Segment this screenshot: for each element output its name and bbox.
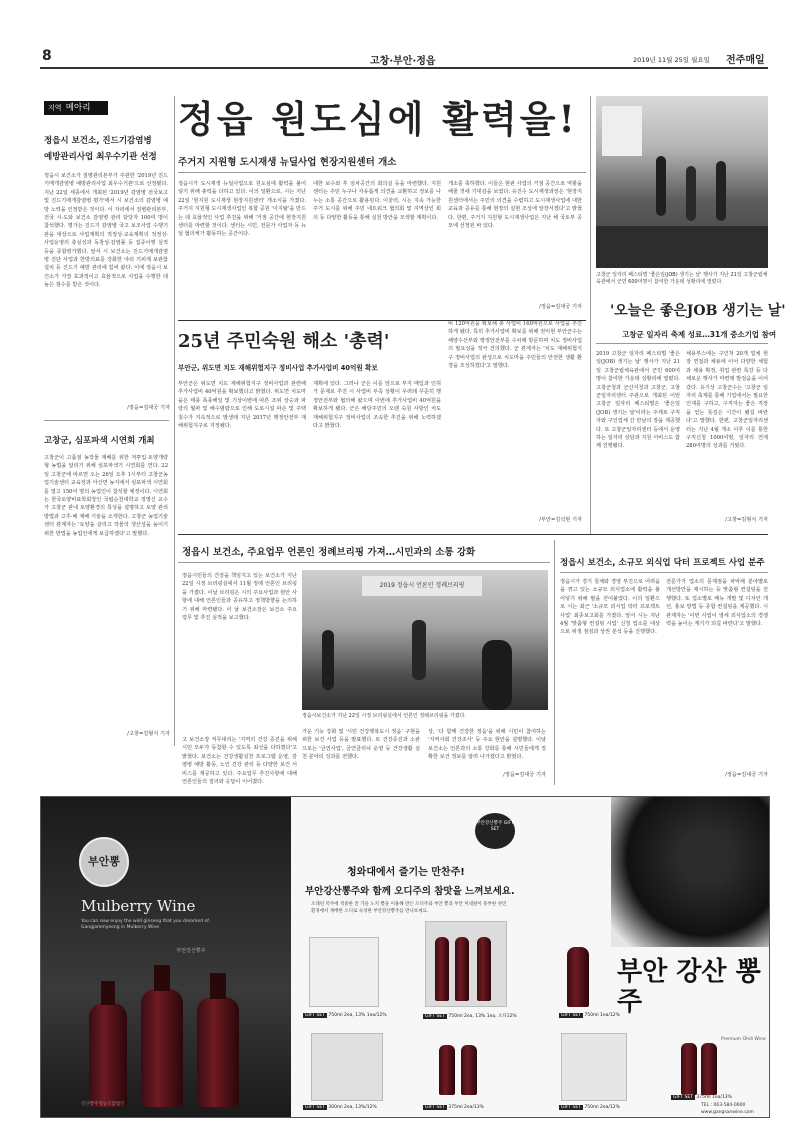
ad-grapes-photo [611,797,769,947]
gift-set-tag-1: GIFT SET [305,1013,325,1018]
sidebar-headline-1: 정읍시 보건소, 진드기감염병 [44,136,152,146]
gift-label-5 [423,1105,484,1110]
doctor-byline: /정읍=김대궁 기자 [725,772,768,778]
ad-tagline: You can now enjoy the wild ginseng that you dreamed of. Gangjammyeong in Mulberry Wine [81,919,210,930]
resident-subhead: 부안군, 위도면 치도 재해위험지구 정비사업 추가사업비 40억원 확보 [178,364,378,372]
ad-badge: 부안강산뽕주 GIFT SET [475,813,515,849]
doctor-col-2: 전문가가 업소의 문제점을 파악해 분야별로 개선방안을 제시하는 등 맞춤형 컨설팅을 진행했다. 또 업소별로 메뉴 개발 및 디자인 개선, 홍보 방법 등 종합 컨설팅을 제공했다. 시 관계자는 '이번 사업이 영세 외식업소의 경쟁력을 높이는 계기가 되길 바란다'고 말했다. [666,579,768,628]
briefing-col-2: 고 보건소장 직무대리는 '지역의 건강 증진을 위해 시민 모두가 동참할 수 있도록 최선을 다하겠다'고 밝혔다. 보건소는 건강생활실천 프로그램 운영, 감염병 예방 활동, 노인 건강 관리 등 다양한 보건 서비스를 제공하고 있다. 주요업무 추진사항에 대해 언론인들의 질의와 응답이 이어졌다. [182,737,297,786]
ad-brand-en: Mulberry Wine [81,897,196,915]
sidebar-body-2: 고창군이 고품질 농작물 재배를 위한 저투입·토양개량형 농법을 알리기 위해 심포파색기 시연회를 연다. 22일 고창군에 따르면 오는 26일 오후 1시부터 고창군농업기술센터 교육장과 아산면 농지에서 심포파색 시연회를 열고 150여 명의 농업인이 참석할 예정이다. 시연회는 한국토양비료학회장인 국립순천대학교 정명신 교수가 고창군 관내 토양환경의 특성을 설명하고 토양 관리 방법과 고추·배 재배 기술을 소개한다. 고창군 농업기술센터 관계자는 '토양을 살리고 작물의 생산성을 높이기 위한 방법을 농업인에게 보급하겠다'고 말했다. [44,455,168,537]
gift-label-7 [671,1095,732,1100]
job-col-1: 2019 고창군 일자리 페스티벌 '좋은일(JOB) 생기는 날' 행사가 지난 21일 고창군립체육관에서 군민 600여명이 참여한 가운데 성황리에 열렸다. 고창군청과 군산지청과 고창군, 고창군일자리센터 주관으로 개최된 이번 고창군 일자리 페스티벌은 '좋은일(JOB) 생기는 날'이라는 주제로 구직자와 구인업체 간 만남의 장을 제공했다. 또 고창군일자리센터 등에서 운영하는 일자리 상담과 지원 서비스도 함께 진행됐다. [596,351,680,450]
ad-headline: 청와대에서 즐기는 만찬주! [347,867,465,878]
briefing-col-4: 상, '다 함께 건강한 정읍'을 위해 시민이 참여하는 '지역사회 건강조사' 등 주요 현안을 설명했다. 이날 보건소는 언론과의 소통 강화를 통해 시민들에게 정확한 보건 정보를 알려 나가겠다고 밝혔다. [428,729,546,761]
ad-phone: TEL : 063-584-0600 [701,1103,746,1108]
gift-set-tag-3: GIFT SET [561,1013,581,1018]
ad-brand-korean: 부안뽕 [88,855,120,868]
sidebar-byline-2: /고창=김형식 기자 [127,731,170,737]
gift-spec-7: 375ml 1ea/13% [696,1095,732,1100]
festival-photo [596,96,768,268]
gift-spec-1: 750ml 2ea, 13% 1ea/12% [328,1013,387,1018]
gift-label-4 [303,1105,377,1110]
job-col-2: 채용부스에는 구인처 20개 업체 현장 면접과 채용에 이어 다양한 체험과 채용 확정, 취업 관련 특강 등 다채로운 행사가 마련돼 발걸음을 이어갔다. 유기상 고창군수는 '고창군 일자리 축제를 통해 기업에서는 필요한 인재를 구하고, 구직자는 좋은 직장을 얻는 뜻깊은 시간이 됐길 바란다'고 말했다. 한편, 고창군일자리센터는 지난 4월 개소 이후 이를 통한 구직신청 1000여명, 일자리 연계 280여명의 성과를 거뒀다. [686,351,768,450]
resident-col-3: 비 120억원을 확보해 총 사업비 160억원으로 사업을 추진하게 됐다. 특히 추가사업비 확보를 위해 권익현 부안군수는 해양수산부와 행정안전부를 수차례 방문하며 치도 정비사업의 필요성을 적극 건의했다. 군 관계자는 '치도 재해위험지구 정비사업의 완성으로 치도마을 주민들의 안전한 생활 환경을 조성하겠다'고 말했다. [448,321,582,370]
main-col-1: 정읍시가 도시재생 뉴딜사업으로 원도심에 활력을 불어넣기 위해 총력을 다하고 있다. 이의 일환으로, 시는 지난 22일 '현지원 도시재생 현장지원센터' 개소식을 가졌다. 주거지 지원형 도시재생사업인 복합 공원 '이지탈'을 만드는 데 효율적인 사업 추진을 위해 '거점 공간에 현장지원센터를 마련할 것이다. 센터는 시민, 전문가 사업자 등 뉴딜 협의체가 활동하는 공간이다. [178,181,306,238]
gift-set-tag-4: GIFT SET [305,1105,325,1110]
sidebar-byline-1: /정읍=김대궁 기자 [127,405,170,411]
gift-set-tag-5: GIFT SET [425,1105,445,1110]
main-col-2: 대한 보수와 후 임차공간의 회의실 등을 마련했다. 지원센터는 주민 누구나 자유롭게 의견을 교환하고 정보를 나누는 소통 공간으로 활용된다. 이울러, 시는 지속 가능한 주거 도시를 위해 주민 네트워크 협의회 및 지역상인 회의 등 다양한 활동을 통해 실천 방안을 모색할 계획이다. [313,181,441,221]
briefing-photo [302,570,548,710]
briefing-banner: 2019 정읍시 언론인 정례브리핑 [362,576,482,596]
festival-photo-caption: 고창군 일자리 페스티벌 '좋은일(JOB) 생기는 날' 행사가 지난 21일 고창군립체육관에서 군민 600여명이 참여한 가운데 성황리에 열렸다. [596,272,768,285]
sidebar-headline-3: 고창군, 심포파색 시연회 개최 [44,436,155,446]
gift-label-6 [559,1105,620,1110]
job-subhead: 고창군 일자리 축제 성료…31개 중소기업 참여 [622,330,777,339]
ad-subheadline: 부안강산뽕주와 함께 오디주의 참맛을 느껴보세요. [305,886,515,897]
gift-set-tag-2: GIFT SET [425,1014,445,1019]
main-col-3: 개소를 축하했다. 이들은 현판 사업의 거점 공간으로 역할을 해줄 것에 기대감을 보였다. 유진수 도시재생과장은 '현장지원센터에서는 주민의 의견을 수렴하고 도시재생사업에 대한 교육과 공유를 통해 현장의 실현 조성에 앞장서겠다'고 밝혔다. 한편, 주거지 지원형 도시재생사업은 지난 해 국토부 공모에 선정된 바 있다. [448,181,582,230]
resident-headline: 25년 주민숙원 해소 '총력' [178,331,390,352]
gift-label-3 [559,1013,620,1018]
briefing-headline: 정읍시 보건소, 주요업무 언론인 정례브리핑 가져…시민과의 소통 강화 [182,547,476,558]
region-tag-title: 메아리 [65,103,91,113]
ad-logo-word: 부안 강산 뽕주 [617,957,761,1017]
briefing-byline: /정읍=김대궁 기자 [503,772,546,778]
resident-col-2: 계획에 있다. 그러나 군은 이를 앞으로 부지 매입과 인허가 문제로 추진 시 사업비 부족 상황이 우려돼 꾸준히 행정안전부와 협의해 왔으며 이번에 추가사업비 40억원을 확보하게 됐다. 군은 해당주민의 오랜 숙원 사항인 치도 재해위험지구 정비사업의 조속한 추진을 위해 노력하겠다고 밝혔다. [313,381,441,430]
gift-label-2 [423,1013,517,1019]
gift-spec-4: 300ml 2ea, 13%/12% [328,1105,377,1110]
gift-box-1 [309,937,379,1007]
main-headline: 정읍 원도심에 활력을! [178,97,578,141]
region-tag-prefix: 지역 [48,104,62,112]
ad-logo-sub: Premium Ohdi Wine [721,1037,766,1042]
sidebar-body-1: 정읍시 보건소가 질병관리본부가 주관한 '2019년 진드기매개감염병 예방관리사업 최우수기관'으로 선정됐다. 지난 22일 세종에서 개최된 '2019년 감염병 전국보고 및 진드기매개감염병 평가'에서 시 보건소의 감염병 예방 노력을 인정받은 것이다. 이 자리에서 질병관리본부, 전국 시·도와 보건소 감염병 관리 담당자 100여 명이 참석했다. 평가는 진드기 감염병 국고 보조사업 수행기관을 대상으로 사업계획의 적정성·교육계획의 적정성·사업운영의 충실성과 독창성·감염률 등 집중이행 실적 등을 종합평가했다. 앞서 시 보건소는 진드기매개감염병 진단 사업과 한방의료를 강화한 야외 기피제 보관함 설치 등 진드기 예방 관리에 힘써 왔다. 이에 정읍시 보건소가 가장 효과적이고 효율적으로 사업을 수행한 데 높은 점수를 받은 것이다. [44,173,168,289]
job-byline: /고창=김형식 기자 [725,517,768,523]
gift-box-4 [311,1033,383,1101]
briefing-col-1: 정읍시민들의 건강을 책임지고 있는 보건소가 지난 22일 시정 브리핑실에서 11월 정례 언론인 브리핑을 가졌다. 이날 브리핑은 시의 주요사업과 현안 사항에 대해 언론인들과 공유하고 정책방향을 논의하기 위해 마련됐다. 이 날 보건소장은 보건소 주요 업무 및 추진 실적을 보고했다. [182,573,297,622]
resident-col-1: 부안군은 위도면 치도 재해위험지구 정비사업과 관련해 추가사업비 40억원을 확보했다고 밝혔다. 위도면 치도마을은 태풍 폭풍해일 및 기상이변에 따른 조위 상승과 파랑의 월파 및 해수범람으로 인해 도로시설 파손 및 주택침수가 지속적으로 발생돼 지난 2017년 행정안전부 재해위험지구로 지정됐다. [178,381,306,430]
main-byline: /정읍=김대궁 기자 [539,304,582,310]
main-subhead: 주거지 지원형 도시재생 뉴딜사업 현장지원센터 개소 [178,157,397,168]
briefing-photo-caption: 정읍시보건소가 지난 22일 시정 브리핑실에서 언론인 정례브리핑을 가졌다. [302,713,466,719]
page-number: 8 [42,48,52,64]
region-tag [44,101,108,115]
gift-label-1 [303,1013,387,1018]
ad-left-panel [41,797,291,1117]
ad-website: www.gangsanwine.com [701,1110,754,1115]
job-headline: '오늘은 좋은JOB 생기는 날' [610,303,786,319]
resident-byline: /부안=김석현 기자 [539,517,582,523]
ad-brand-circle [79,837,129,887]
ad-description: 오래된 역주에 적중한 꿀 가을 노지 뽕을 이용해 만든 오디주와 부안 뽕과 부안 미네랄이 풍부한 천연 환경에서 재배한 오디로 숙성한 부안강산뽕주를 만나보세요. [311,902,507,914]
doctor-col-1: 정읍시가 경기 침체와 경영 부진으로 어려움을 겪고 있는 소규모 외식업소에 활력을 불어넣기 위해 팔을 걷어붙였다. 이의 일환으로 시는 최근 '소규모 외식업 닥터 프로젝트 사업' 최종보고회를 가졌다. 앞서 시는 지난 4월 '맞춤형 컨설팅 사업' 신청 업소를 대상으로 위생 점검과 상권 분석 등을 진행했다. [560,579,660,636]
gift-spec-2: 750ml 2ea, 13% 1ea, 오디12% [448,1014,517,1019]
gift-spec-3: 750ml 1ea/12% [584,1013,620,1018]
mulberry-wine-ad [40,796,770,1118]
ad-small-banner: 부안강산뽕주 [176,948,206,954]
sidebar-headline-2: 예방관리사업 최우수기관 선정 [44,152,157,162]
gift-set-tag-7: GIFT SET [673,1095,693,1100]
doctor-headline: 정읍시 보건소, 소규모 외식업 닥터 프로젝트 사업 분주 [560,558,765,568]
gift-set-tag-6: GIFT SET [561,1105,581,1110]
gift-spec-6: 750ml 2ea/12% [584,1105,620,1110]
issue-date: 2019년 11월 25일 월요일 [633,56,710,64]
gift-box-6 [561,1033,627,1101]
masthead: 전주매일 [726,55,765,66]
ad-maker: 강산뽕주영농조합법인 [81,1102,125,1107]
section-title: 고창·부안·정읍 [370,56,436,67]
gift-spec-5: 375ml 2ea/13% [448,1105,484,1110]
briefing-col-3: 가운 기능 강화 및 '시민 건강행복도시 정읍' 구현을 위한 보건 사업 등을 발표했다. 또 건강증진과 소관으로는 '금연사업', 금연클리닉 운영 등 건강생활 실천 분야의 성과를 전했다. [302,729,420,761]
